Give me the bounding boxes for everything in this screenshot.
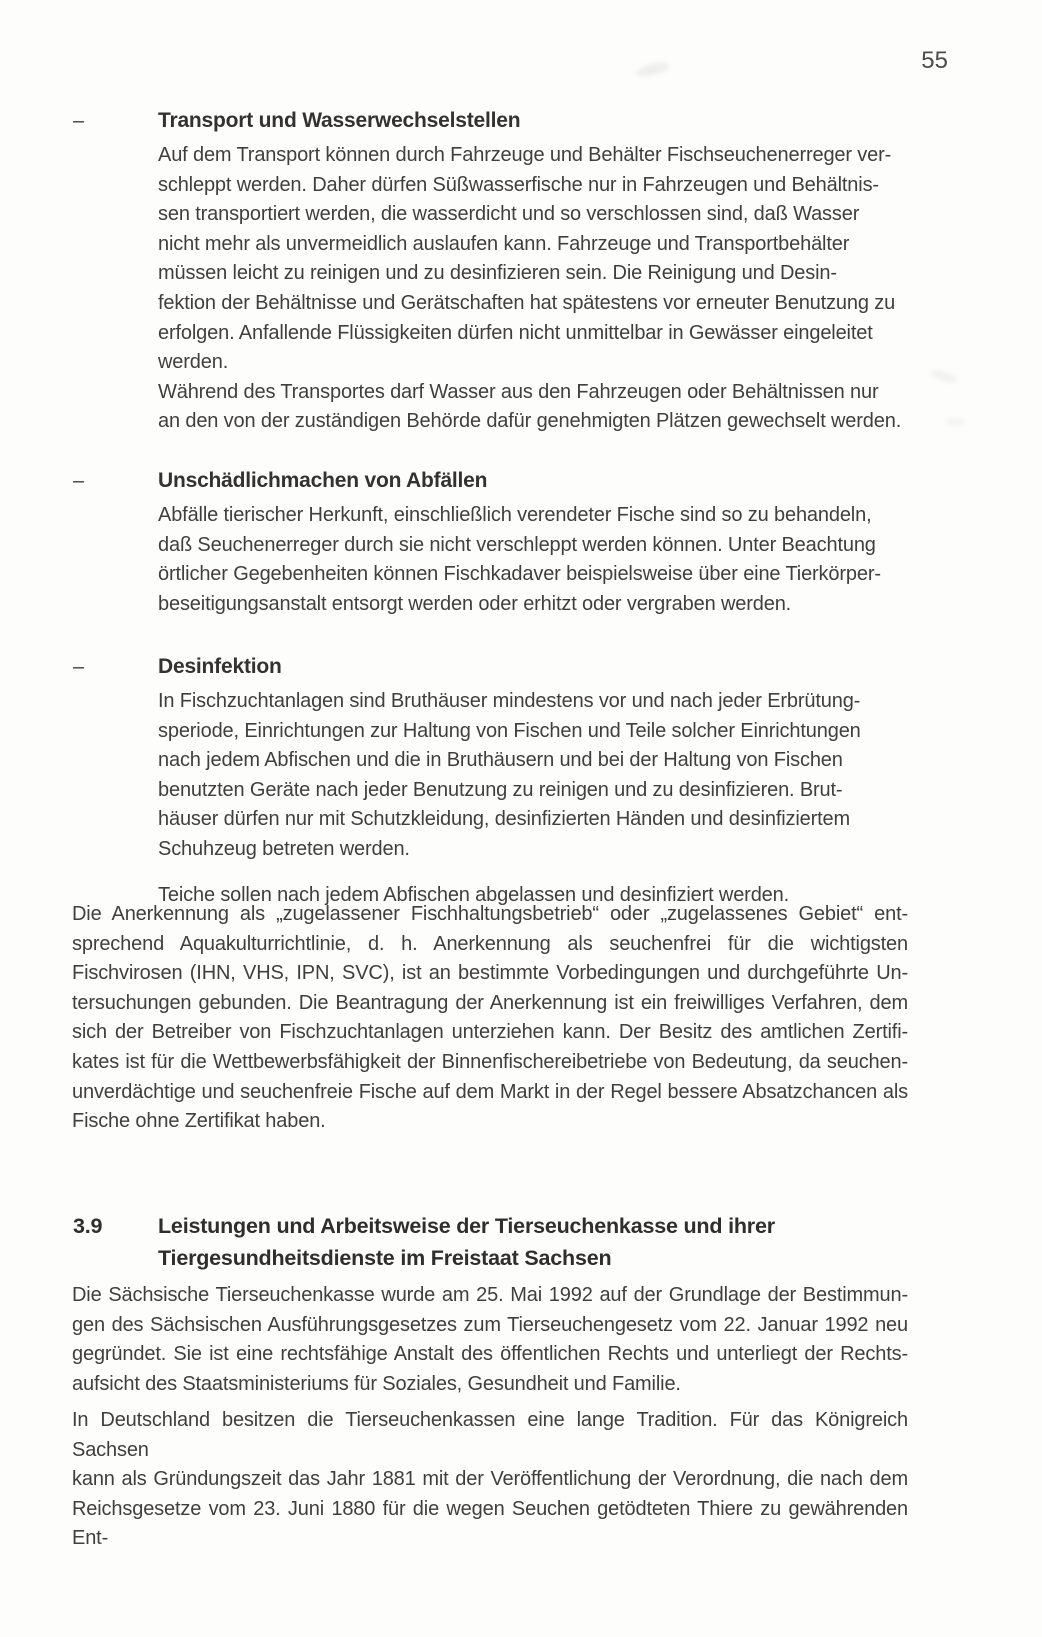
bullet-body-abfaelle: Abfälle tierischer Herkunft, einschließlich verendeter Fische sind so zu behandeln, daß Seuchenerreger durch sie nicht verschleppt werden können. Unter Beachtung örtlicher Gegebenheiten können Fischkadaver beispielsweise über eine Tierkörper- beseitigungsanstalt entsorgt werden oder erhitzt oder vergraben werden. xyxy=(158,504,881,615)
dash-bullet-marker: – xyxy=(73,470,85,492)
bullet-body-transport: Auf dem Transport können durch Fahrzeuge und Behälter Fischseuchenerreger ver- schleppt werden. Daher dürfen Süßwasserfische nur in Fahrzeugen und Behältnis- sen transportiert werden, die wasserdicht und so verschlossen sind, daß Wasser nicht mehr als unvermeidlich auslaufen kann. Fahrzeuge und Transportbehälter müssen leicht zu reinigen und zu desinfizieren sein. Die Reinigung und Desin- fektion der Behältnisse und Gerätschaften hat spätestens vor erneuter Benutzung zu erfolgen. Anfallende Flüssigkeiten dürfen nicht unmittelbar in Gewässer eingeleitet werden. Während des Transportes darf Wasser aus den Fahrzeugen oder Behältnissen nur an den von der zuständigen Behörde dafür genehmigten Plätzen gewechselt werden. xyxy=(158,144,902,433)
bullet-heading-transport: Transport und Wasserwechselstellen xyxy=(158,109,521,132)
section-heading-3-9 xyxy=(73,1210,938,1274)
scan-artifact xyxy=(946,418,964,426)
paragraph-anerkennung: Die Anerkennung als „zugelassener Fischhaltungsbetrieb“ oder „zugelassenes Gebiet“ ent- sprechend Aquakulturrichtlinie, d. h. Anerkennung als seuchenfrei für die wichtigsten Fischvirosen (IHN, VHS, IPN, SVC), ist an bestimmte Vorbedingungen und durchgeführte Un- tersuchungen gebunden. Die Beantragung der Anerkennung ist ein freiwilliges Verfahren, dem sich der Betreiber von Fischzuchtanlagen unterziehen kann. Der Besitz des amtlichen Zertifi- kates ist für die Wettbewerbsfähigkeit der Binnenfischereibetriebe von Bedeutung, da seuchen- unverdächtige und seuchenfreie Fische auf dem Markt in der Regel bessere Absatzchancen als Fische ohne Zertifikat haben. xyxy=(72,903,908,1133)
scan-artifact xyxy=(929,368,958,385)
bullet-heading-abfaelle: Unschädlichmachen von Abfällen xyxy=(158,469,488,492)
bullet-heading-desinfektion: Desinfektion xyxy=(158,655,282,678)
scan-artifact xyxy=(635,60,671,79)
bullet-item-desinfektion xyxy=(73,651,918,865)
section-number: 3.9 xyxy=(73,1214,103,1238)
paragraph-tradition: In Deutschland besitzen die Tierseuchenkassen eine lange Tradition. Für das Königreich Sachsen kann als Gründungszeit das Jahr 1881 mit der Veröffentlichung der Verordnung, die nach dem Reichsgesetze vom 23. Juni 1880 für die wegen Seuchen getödteten Thiere zu gewährenden Ent- xyxy=(72,1409,908,1550)
dash-bullet-marker: – xyxy=(73,656,85,678)
pond-note-paragraph: Teiche sollen nach jedem Abfischen abgelassen und desinfiziert werden. xyxy=(158,884,790,906)
bullet-item-transport xyxy=(73,105,918,437)
bullet-item-abfaelle xyxy=(73,465,918,619)
bullet-body-desinfektion: In Fischzuchtanlagen sind Bruthäuser mindestens vor und nach jeder Erbrütung- speriode, Einrichtungen zur Haltung von Fischen und Teile solcher Einrichtungen nach jedem Abfischen und die in Bruthäusern und bei der Haltung von Fischen benutzten Geräte nach jeder Benutzung zu reinigen und zu desinfizieren. Brut- häuser dürfen nur mit Schutzkleidung, desinfizierten Händen und desinfiziertem Schuhzeug betreten werden. xyxy=(158,690,861,860)
paragraph-tierseuchenkasse: Die Sächsische Tierseuchenkasse wurde am 25. Mai 1992 auf der Grundlage der Bestimmun- gen des Sächsischen Ausführungsgesetzes zum Tierseuchengesetz vom 22. Januar 1992 neu gegründet. Sie ist eine rechtsfähige Anstalt des öffentlichen Rechts und unterliegt der Rechts- aufsicht des Staatsministeriums für Soziales, Gesundheit und Familie. xyxy=(72,1284,908,1395)
dash-bullet-marker: – xyxy=(73,110,85,132)
section-title: Leistungen und Arbeitsweise der Tierseuchenkasse und ihrer Tiergesundheitsdienste im Freistaat Sachsen xyxy=(158,1214,775,1270)
page-number: 55 xyxy=(921,47,948,74)
